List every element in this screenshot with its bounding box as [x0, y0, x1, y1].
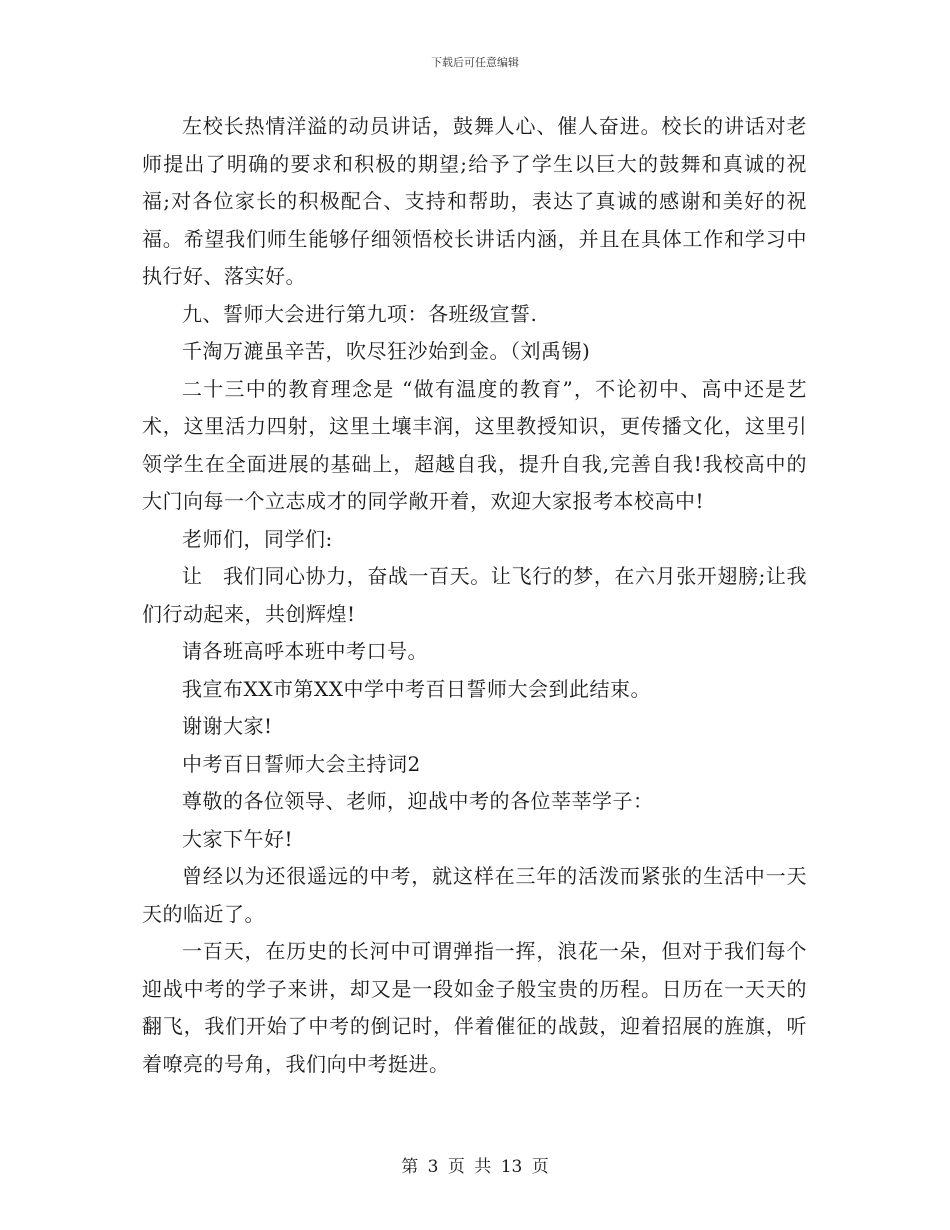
- paragraph: 九、誓师大会进行第九项：各班级宣誓.: [182, 301, 538, 326]
- paragraph: 尊敬的各位领导、老师，迎战中考的各位莘莘学子：: [182, 789, 654, 813]
- paragraph: 大家下午好!: [182, 826, 294, 851]
- paragraph: 让 我们同心协力，奋战一百天。让飞行的梦，在六月张开翅膀;让我们行动起来，共创辉煌!: [142, 564, 807, 626]
- paragraph: 老师们，同学们:: [182, 526, 333, 551]
- page-header: 下载后可任意编辑: [431, 56, 519, 69]
- section-title: 中考百日誓师大会主持词2: [182, 751, 421, 776]
- paragraph: 谢谢大家!: [182, 714, 273, 738]
- page-footer: 第 3 页 共 13 页: [401, 1157, 549, 1177]
- paragraph: 左校长热情洋溢的动员讲话，鼓舞人心、催人奋进。校长的讲话对老师提出了明确的要求和积极的期望;给予了学生以巨大的鼓舞和真诚的祝福;对各位家长的积极配合、支持和帮助，表达了真诚的感谢和美好的祝福。希望我们师生能够仔细领悟校长讲话内涵，并且在具体工作和学习中执行好、落实好。: [142, 114, 807, 288]
- paragraph: 千淘万漉虽辛苦，吹尽狂沙始到金。（刘禹锡): [182, 339, 591, 363]
- document-body: [142, 108, 807, 1083]
- paragraph: 请各班高呼本班中考口号。: [182, 639, 428, 663]
- paragraph: 一百天，在历史的长河中可谓弹指一挥，浪花一朵，但对于我们每个迎战中考的学子来讲，却又是一段如金子般宝贵的历程。日历在一天天的翻飞，我们开始了中考的倒记时，伴着催征的战鼓，迎着招展的旌旗，听着嘹亮的号角，我们向中考挺进。: [142, 939, 807, 1076]
- paragraph: 曾经以为还很遥远的中考，就这样在三年的活泼而紧张的生活中一天天的临近了。: [142, 864, 807, 926]
- paragraph: 二十三中的教育理念是 “做有温度的教育”，不论初中、高中还是艺术，这里活力四射，这里土壤丰润，这里教授知识，更传播文化，这里引领学生在全面进展的基础上，超越自我，提升自我,完善自我!我校高中的大门向每一个立志成才的同学敞开着，欢迎大家报考本校高中!: [142, 376, 807, 513]
- paragraph: 我宣布XX市第XX中学中考百日誓师大会到此结束。: [182, 676, 651, 701]
